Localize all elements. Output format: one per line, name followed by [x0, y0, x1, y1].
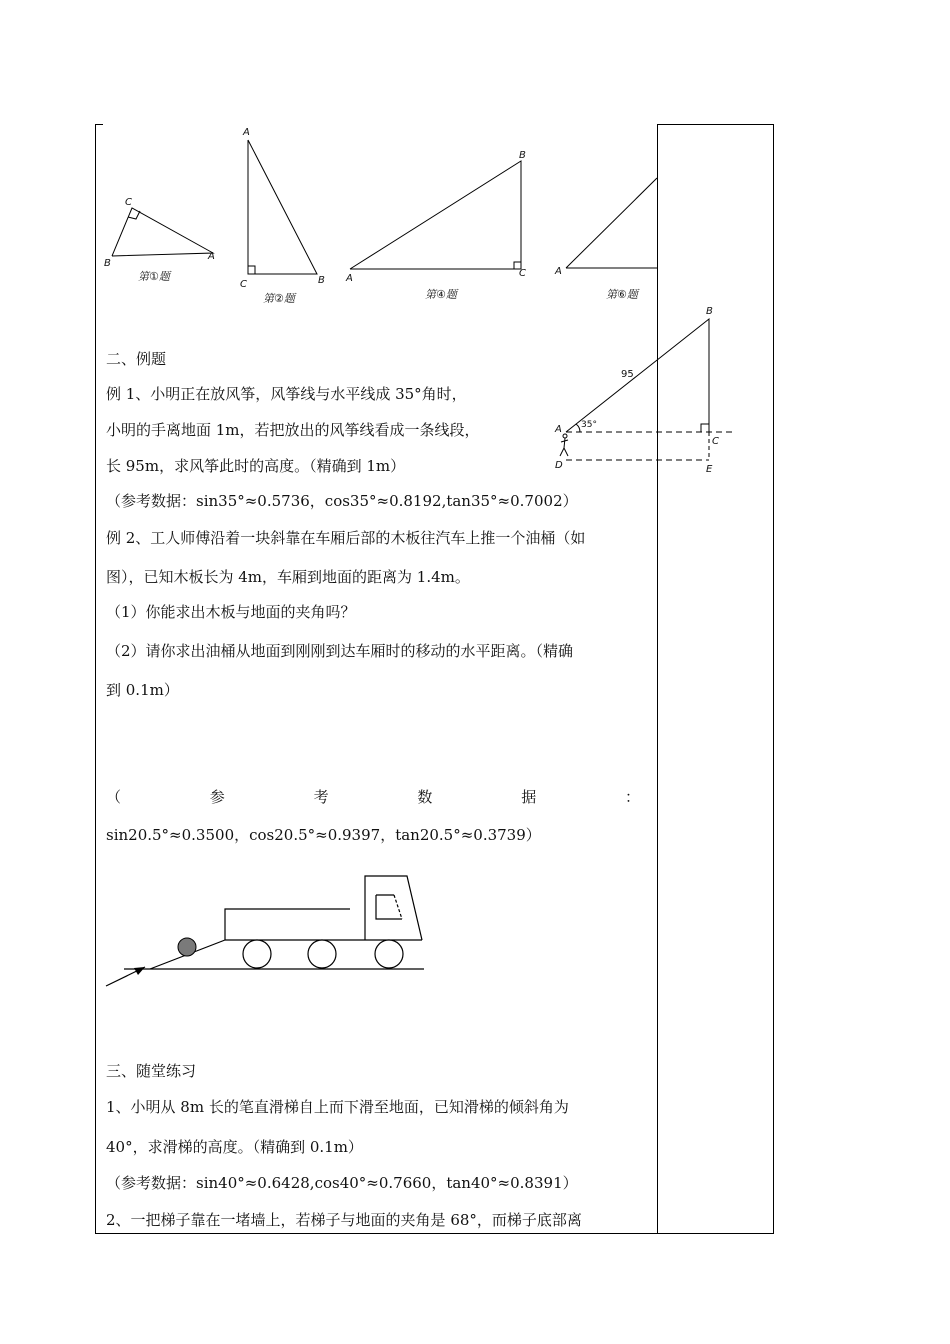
figure-1-label-c: C	[125, 197, 132, 208]
kite-figure	[550, 305, 740, 475]
reference-2-char: 数	[417, 788, 433, 806]
practice-1-line-1: 1、小明从 8m 长的笔直滑梯自上而下滑至地面，已知滑梯的倾斜角为	[106, 1098, 569, 1116]
frame-left-border	[95, 124, 96, 1234]
truck-ramp-figure	[100, 865, 440, 995]
triangle-figure-2	[240, 130, 330, 280]
triangle-figure-4	[340, 150, 540, 275]
practice-1-reference: （参考数据：sin40°≈0.6428,cos40°≈0.7660，tan40°≈0.8391）	[106, 1174, 578, 1192]
figure-6-label-a: A	[555, 266, 562, 277]
kite-label-a: A	[555, 424, 562, 435]
triangle-figure-6	[560, 170, 660, 270]
practice-2-line-1: 2、一把梯子靠在一堵墙上，若梯子与地面的夹角是 68°，而梯子底部离	[106, 1211, 582, 1229]
frame-bottom-border	[95, 1233, 774, 1234]
figure-1-caption: 第①题	[138, 270, 170, 283]
kite-label-length: 95	[621, 369, 634, 380]
figure-4-label-b: B	[519, 150, 526, 161]
reference-2-spread	[106, 786, 640, 807]
example-1-reference: （参考数据：sin35°≈0.5736，cos35°≈0.8192,tan35°≈0.7002）	[106, 492, 578, 510]
kite-label-angle: 35°	[581, 420, 597, 430]
figure-2-label-b: B	[318, 275, 325, 286]
example-2-question-2-line-2: 到 0.1m）	[106, 681, 179, 699]
triangle-figure-1	[100, 195, 220, 265]
example-2-line-2: 图），已知木板长为 4m，车厢到地面的距离为 1.4m。	[106, 568, 470, 586]
figure-6-caption: 第⑥题	[606, 288, 638, 301]
practice-1-line-2: 40°，求滑梯的高度。（精确到 0.1m）	[106, 1138, 363, 1156]
kite-label-e: E	[706, 464, 713, 475]
example-1-line-1: 例 1、小明正在放风筝，风筝线与水平线成 35°角时，	[106, 385, 467, 403]
figure-1-label-a: A	[208, 251, 215, 262]
figure-2-caption: 第②题	[263, 292, 295, 305]
reference-2-char: （	[106, 788, 122, 806]
example-2-line-1: 例 2、工人师傅沿着一块斜靠在车厢后部的木板往汽车上推一个油桶（如	[106, 529, 586, 547]
section-2-heading: 二、例题	[106, 350, 167, 368]
figure-4-caption: 第④题	[425, 288, 457, 301]
example-1-line-3: 长 95m，求风筝此时的高度。（精确到 1m）	[106, 457, 406, 475]
figure-4-label-c: C	[519, 268, 526, 279]
figure-2-label-a: A	[243, 127, 250, 138]
example-2-question-2-line-1: （2）请你求出油桶从地面到刚刚到达车厢时的移动的水平距离。（精确	[106, 642, 574, 660]
frame-top-border-right	[657, 124, 774, 125]
reference-2-char: 据	[521, 788, 537, 806]
frame-right-border	[773, 124, 774, 1234]
frame-top-tick-left	[95, 124, 103, 125]
kite-label-c: C	[712, 436, 719, 447]
example-1-line-2: 小明的手离地面 1m，若把放出的风筝线看成一条线段，	[106, 421, 480, 439]
reference-2-char: ：	[624, 788, 640, 806]
example-2-question-1: （1）你能求出木板与地面的夹角吗？	[106, 603, 356, 621]
kite-label-d: D	[555, 460, 563, 471]
reference-2-char: 参	[209, 788, 225, 806]
figure-4-label-a: A	[346, 273, 353, 284]
reference-2-values: sin20.5°≈0.3500，cos20.5°≈0.9397，tan20.5°≈0.3739）	[106, 826, 541, 844]
kite-label-b: B	[706, 306, 713, 317]
frame-inner-border	[657, 124, 658, 1234]
figure-2-label-c: C	[240, 279, 247, 290]
reference-2-char: 考	[313, 788, 329, 806]
section-3-heading: 三、随堂练习	[106, 1062, 197, 1080]
figure-1-label-b: B	[104, 258, 111, 269]
